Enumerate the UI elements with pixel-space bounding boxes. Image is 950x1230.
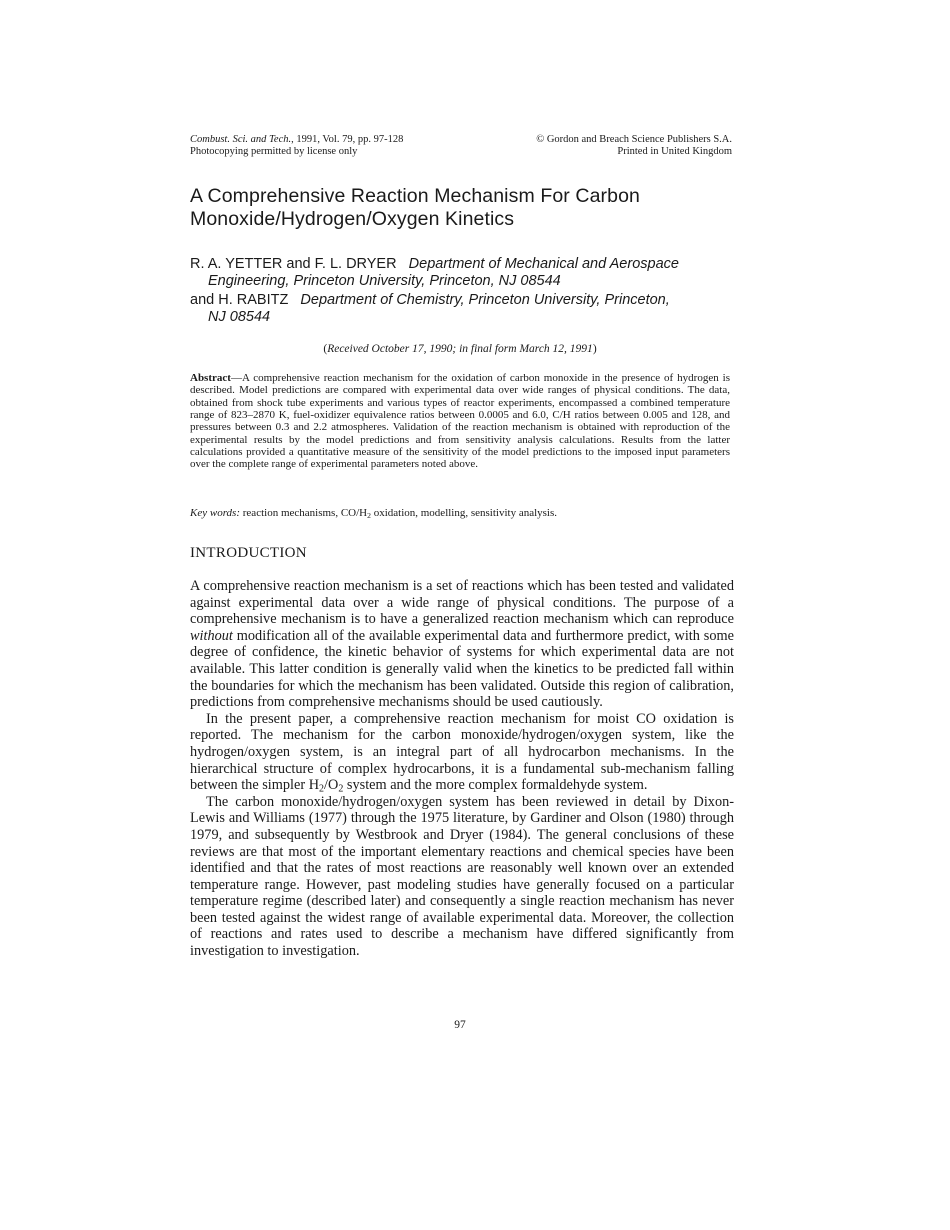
journal-abbrev: Combust. Sci. and Tech. xyxy=(190,134,292,145)
author-affiliation-cont: NJ 08544 xyxy=(208,309,271,325)
abstract-text: —A comprehensive reaction mechanism for the oxidation of carbon monoxide in the presence of hydrogen is described. Model predictions are compared with experimental data over wide ranges of physical conditions. The data, obtained from shock tube experiments and various types of reactor experiments, encompassed a combined temperature range of 823–2870 K, fuel-oxidizer equivalence ratios between 0.0005 and 6.0, C/H ratios between 0.005 and 128, and pressures between 0.3 and 2.2 atmospheres. Validation of the reaction mechanism is obtained with reproduction of the experimental results by the model predictions and from sensitivity analysis calculations. Results from the latter calculations provided a quantitative measure of the sensitivity of the model predictions to the imposed input parameters over the complete range of experimental parameters noted above. xyxy=(190,372,730,471)
keywords-label: Key words: xyxy=(190,507,241,519)
keywords: Key words: reaction mechanisms, $CO/H_2$ oxidation, modelling, sensitivity analysis. xyxy=(190,507,558,520)
photocopy-notice: Photocopying permitted by license only xyxy=(190,146,358,157)
abstract-label: Abstract xyxy=(190,372,231,384)
paragraph-2: In the present paper, a comprehensive reaction mechanism for moist CO oxidation is reported. The mechanism for the carbon monoxide/hydrogen/oxygen system, like the hydrogen/oxygen system, is an integral part of all hydrocarbon mechanisms. In the hierarchical structure of complex hydrocarbons, it is a fundamental sub-mechanism falling between the simpler $H_2/O_2$ system and the more complex formaldehyde system. xyxy=(190,710,734,795)
author-affiliation-cont: Engineering, Princeton University, Princeton, NJ 08544 xyxy=(208,273,561,289)
copyright-line: © Gordon and Breach Science Publishers S.A. xyxy=(536,134,732,145)
title-line-2: Monoxide/Hydrogen/Oxygen Kinetics xyxy=(190,208,515,230)
paper-title xyxy=(190,185,750,231)
author-block-2 xyxy=(190,292,750,326)
abstract xyxy=(190,372,730,471)
printed-location: Printed in United Kingdom xyxy=(617,146,732,157)
section-heading: INTRODUCTION xyxy=(190,545,307,561)
author-block-1 xyxy=(190,256,750,290)
author-affiliation: Department of Chemistry, Princeton University, Princeton, xyxy=(300,292,670,308)
title-line-1: A Comprehensive Reaction Mechanism For Carbon xyxy=(190,185,640,207)
citation-details: , 1991, Vol. 79, pp. 97-128 xyxy=(291,134,404,145)
publisher-notice xyxy=(536,134,732,158)
paragraph-1: A comprehensive reaction mechanism is a set of reactions which has been tested and validated against experimental data over a wide range of physical conditions. The purpose of a comprehensive mechanism is to have a generalized reaction mechanism which can reproduce without modification all of the available experimental data and furthermore predict, with some degree of confidence, the kinetic behavior of systems for which experimental data are not available. This latter condition is generally valid when the kinetics to be predicted fall within the boundaries for which the mechanism has been validated. Outside this region of calibration, predictions from comprehensive mechanisms should be used cautiously. xyxy=(190,578,734,711)
journal-citation xyxy=(190,134,403,158)
author-affiliation: Department of Mechanical and Aerospace xyxy=(408,256,679,272)
received-dates: (Received October 17, 1990; in final form March 12, 1991) xyxy=(323,343,597,355)
author-names: and H. RABITZ xyxy=(190,292,289,308)
page-number: 97 xyxy=(454,1019,466,1031)
author-names: R. A. YETTER and F. L. DRYER xyxy=(190,256,397,272)
received-text: Received October 17, 1990; in final form March 12, 1991 xyxy=(327,343,593,355)
body-text xyxy=(190,578,734,960)
paragraph-3: The carbon monoxide/hydrogen/oxygen system has been reviewed in detail by Dixon-Lewis and Williams (1977) through the 1975 literature, by Gardiner and Olson (1980) through 1979, and subsequently by Westbrook and Dryer (1984). The general conclusions of these reviews are that most of the important elementary reactions and chemical species have been identified and that the rates of most reactions are reasonably well known over an extended temperature range. However, past modeling studies have generally focused on a particular temperature regime (described later) and consequently a single reaction mechanism has never been tested against the widest range of available experimental data. Moreover, the collection of reactions and rates used to describe a mechanism have differed significantly from investigation to investigation. xyxy=(190,793,734,960)
